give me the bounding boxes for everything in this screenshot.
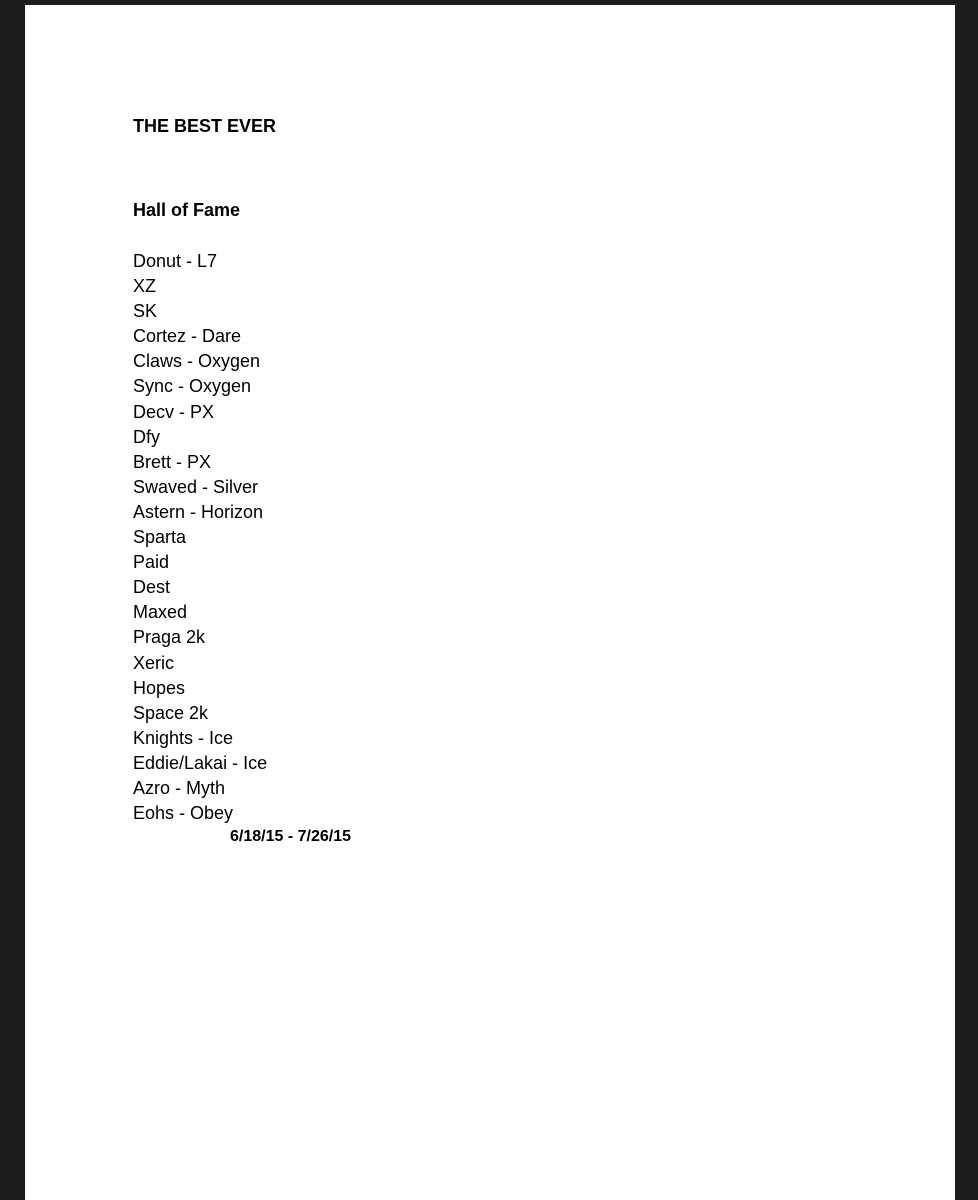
list-item: Maxed [133,602,188,623]
list-item: Swaved - Silver [133,476,259,497]
list-item: Sync - Oxygen [133,376,252,397]
section-heading: Hall of Fame [133,200,241,220]
list-item: Dfy [133,426,160,447]
list-item: Sparta [133,527,187,548]
list-item: Praga 2k [133,627,206,648]
document-page [25,5,955,1200]
document-title: THE BEST EVER [133,116,277,136]
list-item: Donut - L7 [133,251,218,271]
list-item: Eddie/Lakai - Ice [133,752,268,773]
list-item: Azro - Myth [133,777,226,798]
list-item: Claws - Oxygen [133,351,261,372]
list-item: Space 2k [133,702,209,723]
list-item: Eohs - Obey [133,803,234,824]
list-item: Paid [133,552,170,573]
list-item: Xeric [133,652,175,673]
hall-of-fame-list [133,249,267,826]
list-item: Dest [133,577,171,598]
list-item: SK [133,301,158,322]
list-item: Astern - Horizon [133,501,264,522]
list-item: XZ [133,276,157,297]
list-item: Decv - PX [133,401,215,422]
list-item: Brett - PX [133,451,212,472]
date-range: 6/18/15 - 7/26/15 [230,828,351,845]
list-item: Knights - Ice [133,727,234,748]
list-item: Cortez - Dare [133,326,242,347]
list-item: Hopes [133,677,186,698]
